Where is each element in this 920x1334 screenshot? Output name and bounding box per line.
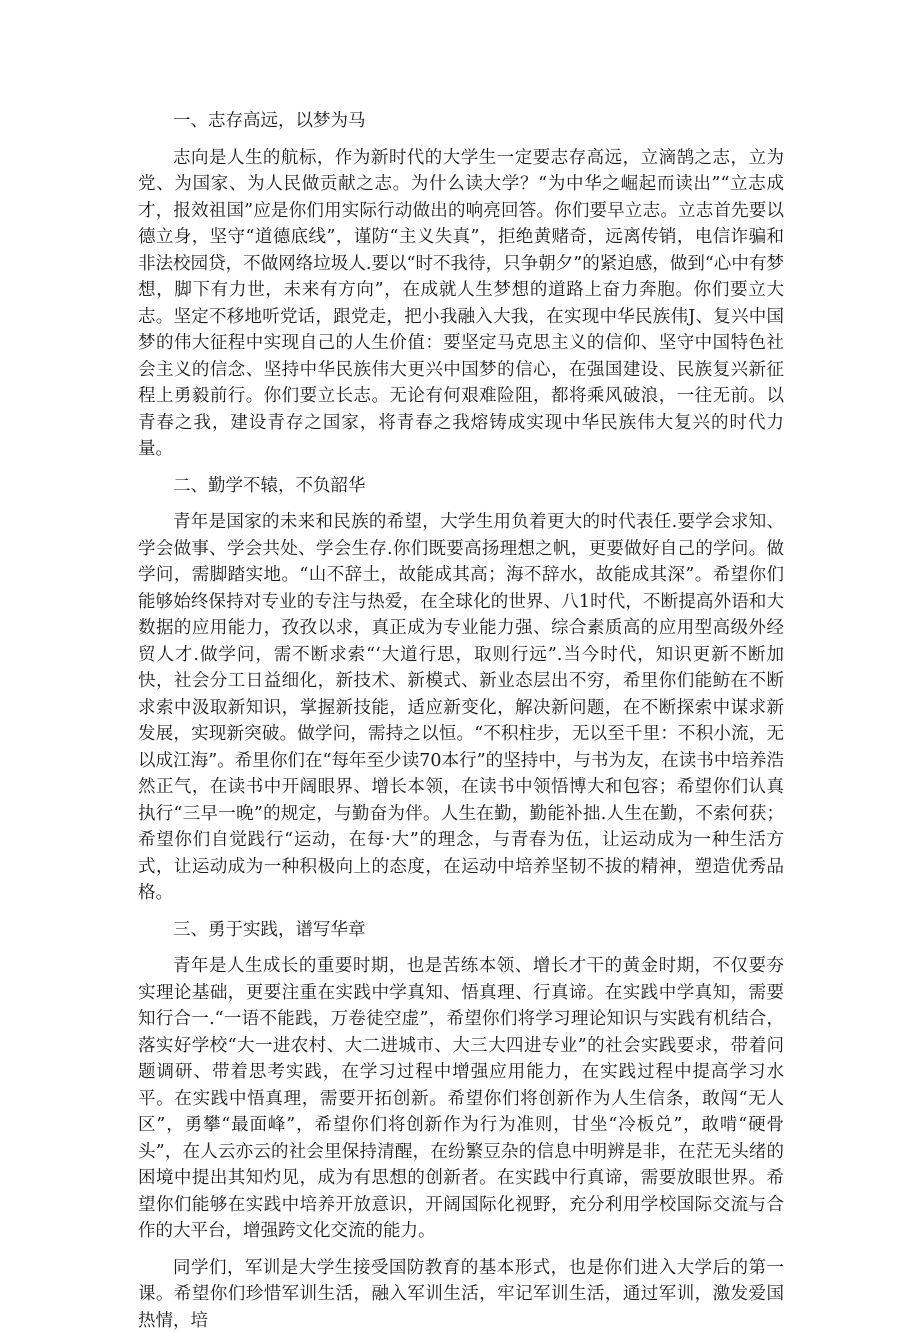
section-paragraph-2: 青年是国家的未来和民族的希望，大学生用负着更大的时代表任.要学会求知、学会做事、学会共处、学会生存.你们既要高扬理想之帆，更要做好自己的学问。做学问，需脚踏实地。“山不辞土，故能成其高；海不辞水，故能成其深”。希望你们能够始终保持对专业的专注与热爱，在全球化的世界、八1时代，不断提高外语和大数据的应用能力，孜孜以求，真正成为专业能力强、综合素质高的应用型高级外经贸人才.做学问，需不断求索“‘大道行思，取则行远”.当今时代，知识更新不断加快，社会分工日益细化，新技术、新模式、新业态层出不穷，希里你们能鲂在不断求索中汲取新知识，掌握新技能，适应新变化，解决新问题，在不断探索中谋求新发展，实现新突破。做学问，需持之以恒。“不积柱步，无以至千里：不积小流，无以成江海”。希里你们在“每年至少读70本行”的坚持中，与书为友，在读书中培养浩然正气，在读书中开阔眼界、增长本领，在读书中领悟博大和包容；希望你们认真执行“三早一晚”的规定，与勤奋为伴。人生在勤，勤能补拙.人生在勤，不索何获；希望你们自觉践行“运动，在每·大”的理念，与青春为伍，让运动成为一种生活方式，让运动成为一种积极向上的态度，在运动中培养坚韧不拔的精神，塑造优秀品格。 <box>138 509 784 907</box>
closing-paragraph: 同学们，军训是大学生接受国防教育的基本形式，也是你们进入大学后的第一课。希望你们珍惜军训生活，融入军训生活，牢记军训生活，通过军训，激发爱国热情，培 <box>138 1255 784 1334</box>
section-paragraph-3: 青年是人生成长的重要时期，也是苦练本领、增长才干的黄金时期，不仅要夯实理论基础，更要注重在实践中学真知、悟真理、行真谛。在实践中学真知，需要知行合一.“一语不能践，万卷徒空虚”，希望你们将学习理论知识与实践有机结合，落实好学校“大一进农村、大二进城市、大三大四进专业”的社会实践要求，带着问题调研、带着思考实践，在学习过程中增强应用能力，在实践过程中提高学习水平。在实践中悟真理，需要开拓创新。希望你们将创新作为人生信条，敢闯“无人区”，勇攀“最面峰”，希望你们将创新作为行为准则，甘坐“冷板兑”，敢啃“硬骨头”，在人云亦云的社会里保持清醒，在纷繁豆杂的信息中明辨是非，在茫无头绪的困境中提出其知灼见，成为有思想的创新者。在实践中行真谛，需要放眼世界。希望你们能够在实践中培养开放意识，开阔国际化视野，充分利用学校国际交流与合作的大平台，增强跨文化交流的能力。 <box>138 953 784 1245</box>
section-heading-2: 二、勤学不辕，不负韶华 <box>138 473 784 500</box>
section-paragraph-1: 志向是人生的航标，作为新时代的大学生一定要志存高远，立滴鹄之志，立为党、为国家、为人民做贡献之志。为什么读大学？“为中华之崛起而读出”“立志成才，报效祖国”应是你们用实际行动做出的响亮回答。你们要早立志。立志首先要以德立身，坚守“道德底线”，谨防“主义失真”，拒绝黄赌奇，远离传销，电信诈骗和非法校园贷，不做网络垃圾人.要以“时不我待，只争朝夕”的紧迫感，做到“心中有梦想，脚下有力世，未来有方向”，在成就人生梦想的道路上奋力奔胞。你们要立大志。坚定不移地听党话，跟党走，把小我融入大我，在实现中华民族伟J、复兴中国梦的伟大征程中实现自己的人生价值：要坚定马克思主义的信仰、坚守中国特色社会主义的信念、坚持中华民族伟大更兴中国梦的信心，在强国建设、民族复兴新征程上勇毅前行。你们要立长志。无论有何艰难险阻，都将乘风破浪，一往无前。以青春之我，建设青存之国家，将青春之我熔铸成实现中华民族伟大复兴的时代力量。 <box>138 145 784 463</box>
section-heading-3: 三、勇于实践，谱写华章 <box>138 917 784 944</box>
section-heading-1: 一、志存高远，以梦为马 <box>138 108 784 135</box>
document-body <box>138 108 784 1334</box>
